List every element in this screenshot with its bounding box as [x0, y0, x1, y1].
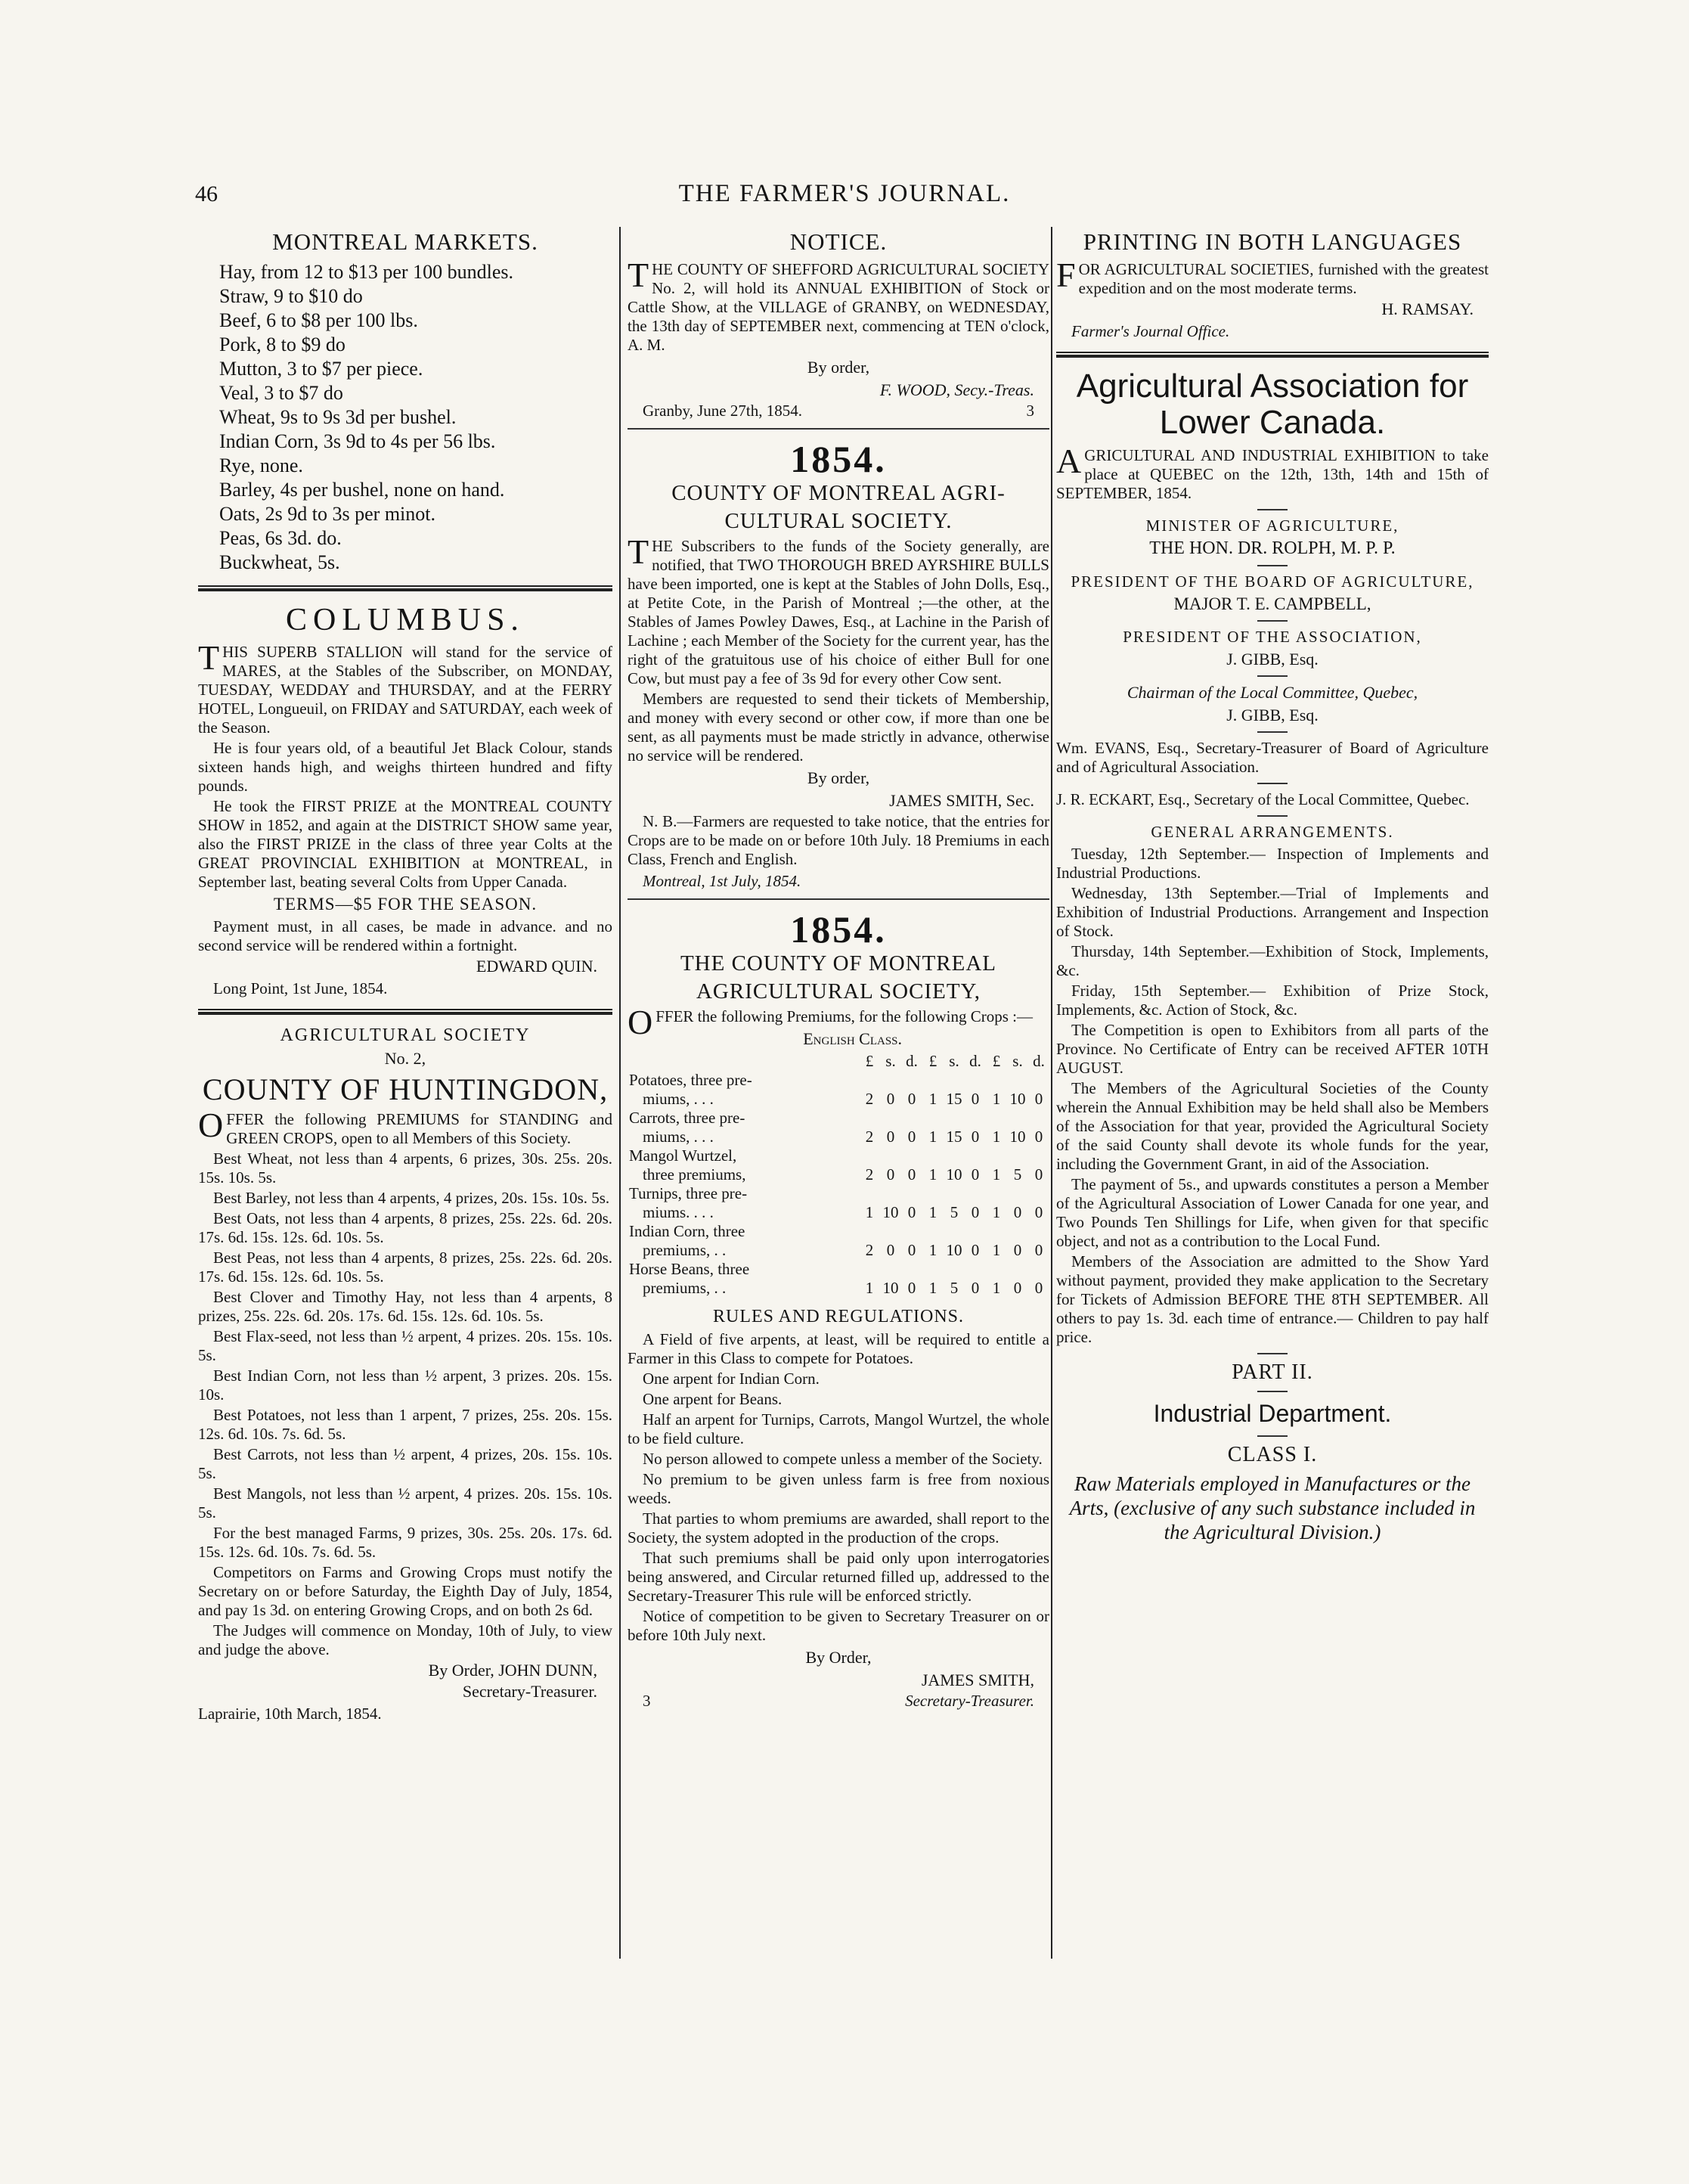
- bulls-paragraph: THE Subscribers to the funds of the Society generally, are notified, that TWO THOROUGH BRED AYRSHIRE BULLS have been imported, one is kept at the Stables of John Dolls, Esq., at Petite Cote, in the Parish of Montreal ;—the other, at the Stables of James Powley Dawes, Esq., at Lachine in the Parish of Lachine ; each Member of the Society for the current year, has the right of the gratuitous use of his choice of either Bull for one Cow, but must pay a fee of 3s 9d for every other Cow sent.: [628, 532, 1049, 687]
- rule-item: No person allowed to compete unless a member of the Society.: [643, 1450, 1043, 1468]
- market-price-line: Buckwheat, 5s.: [219, 551, 340, 573]
- premium-amount: 0: [907, 1241, 916, 1259]
- premiums-row-values: [628, 1203, 1049, 1222]
- premiums-table: [628, 1052, 1049, 1298]
- premium-amount: 1: [928, 1203, 937, 1221]
- column-2: [628, 227, 1049, 1711]
- premiums-row-values: [628, 1165, 1049, 1184]
- short-divider: [1257, 815, 1288, 817]
- market-price-line: Peas, 6s 3d. do.: [219, 527, 342, 549]
- premium-amount: 1: [928, 1165, 937, 1184]
- premium-amount: 1: [992, 1203, 1001, 1221]
- short-divider: [1257, 1391, 1288, 1392]
- premiums-currency-header: £: [928, 1052, 937, 1070]
- class-heading: CLASS I.: [1227, 1442, 1318, 1466]
- short-divider: [1257, 620, 1288, 622]
- huntingdon-premium-item: Best Barley, not less than 4 arpents, 4 prizes, 20s. 15s. 10s. 5s.: [213, 1189, 610, 1207]
- columbus-paragraph: THIS SUPERB STALLION will stand for the service of MARES, at the Stables of the Subscriber, on MONDAY, TUESDAY, WEDDAY and THURSDAY, and at the FERRY HOTEL, Longueuil, on FRIDAY and SATURDAY, each week of the Season.: [198, 638, 612, 737]
- premium-amount: 2: [865, 1090, 874, 1108]
- premium-amount: 10: [946, 1241, 962, 1259]
- huntingdon-premium-item: Best Clover and Timothy Hay, not less than 4 arpents, 8 prizes, 25s. 22s. 6d. 20s. 17s. 6d. 15s. 12s. 6d. 10s. 5s.: [198, 1288, 612, 1325]
- premiums-table-header-blank: [628, 1052, 859, 1071]
- arrangement-item: Thursday, 14th September.—Exhibition of Stock, Implements, &c.: [1056, 942, 1489, 979]
- huntingdon-premium-item: Best Mangols, not less than ½ arpent, 4 prizes. 20s. 15s. 10s. 5s.: [198, 1484, 612, 1522]
- minister-name: THE HON. DR. ROLPH, M. P. P.: [1149, 538, 1396, 558]
- columbus-dateline: Long Point, 1st June, 1854.: [213, 979, 388, 997]
- premiums-row: [628, 1109, 1049, 1128]
- premium-amount: 1: [928, 1090, 937, 1108]
- president-association-label: PRESIDENT OF THE ASSOCIATION,: [1123, 627, 1422, 646]
- premiums-heading: THE COUNTY OF MONTREAL: [680, 951, 997, 976]
- association-paragraph: The Members of the Agricultural Societies of the County wherein the Annual Exhibition may be held shall also be Members of the Association for that year, provided the Agricultural Society of the said County shall devote its whole funds for the year, including the Government Grant, in aid of the Association.: [1056, 1078, 1489, 1173]
- premium-amount: 0: [1013, 1203, 1022, 1221]
- bulls-dateline: Montreal, 1st July, 1854.: [643, 872, 801, 890]
- premium-amount: 1: [992, 1241, 1001, 1259]
- premiums-row: [628, 1260, 1049, 1279]
- huntingdon-premium-item: Best Flax-seed, not less than ½ arpent, 4 prizes. 20s. 15s. 10s. 5s.: [198, 1327, 612, 1364]
- market-price-line: Barley, 4s per bushel, none on hand.: [219, 479, 505, 501]
- premium-amount: 15: [946, 1090, 962, 1108]
- notice-dateline-row: [628, 402, 1049, 420]
- premiums-row: [628, 1222, 1049, 1241]
- premium-amount: 2: [865, 1128, 874, 1146]
- market-price-line: Oats, 2s 9d to 3s per minot.: [219, 503, 435, 525]
- premiums-crop-name: Turnips, three pre-: [629, 1184, 748, 1202]
- short-divider: [1257, 1353, 1288, 1354]
- premium-amount: 0: [886, 1165, 895, 1184]
- premium-amount: 0: [1034, 1165, 1043, 1184]
- market-price-line: Indian Corn, 3s 9d to 4s per 56 lbs.: [219, 430, 496, 452]
- premiums-crop-name: Carrots, three pre-: [629, 1109, 745, 1127]
- premiums-currency-header: £: [865, 1052, 874, 1070]
- columbus-signature: EDWARD QUIN.: [476, 957, 597, 976]
- association-intro: AGRICULTURAL AND INDUSTRIAL EXHIBITION to take place at QUEBEC on the 12th, 13th, 14th and 15th of SEPTEMBER, 1854.: [1056, 441, 1489, 502]
- eckart-entry: J. R. ECKART, Esq., Secretary of the Local Committee, Quebec.: [1056, 790, 1470, 808]
- premium-amount: 1: [928, 1128, 937, 1146]
- market-price-line: Pork, 8 to $9 do: [219, 333, 346, 355]
- short-divider: [1257, 783, 1288, 784]
- notice-by-order: By order,: [807, 358, 870, 377]
- huntingdon-premium-item: For the best managed Farms, 9 prizes, 30s. 25s. 20s. 17s. 6d. 15s. 12s. 6d. 10s. 7s. 6d. 5s.: [198, 1524, 612, 1561]
- premium-amount: 1: [928, 1241, 937, 1259]
- association-heading: Agricultural Association for Lower Canada.: [1076, 368, 1469, 442]
- premium-amount: 0: [971, 1128, 980, 1146]
- premium-amount: 10: [882, 1279, 899, 1297]
- premiums-row: [628, 1146, 1049, 1165]
- bulls-heading-line2: CULTURAL SOCIETY.: [724, 509, 953, 533]
- market-price-line: Beef, 6 to $8 per 100 lbs.: [219, 309, 418, 331]
- market-price-line: Straw, 9 to $10 do: [219, 285, 363, 307]
- evans-entry: Wm. EVANS, Esq., Secretary-Treasurer of Board of Agriculture and of Agricultural Association.: [1056, 738, 1489, 776]
- chairman-name: J. GIBB, Esq.: [1226, 705, 1319, 724]
- premiums-office: Secretary-Treasurer.: [905, 1692, 1034, 1710]
- huntingdon-intro: OFFER the following PREMIUMS for STANDING and GREEN CROPS, open to all Members of this Society.: [198, 1106, 612, 1147]
- premiums-currency-header: d.: [906, 1052, 918, 1070]
- premium-amount: 2: [865, 1241, 874, 1259]
- notice-mark: 3: [1026, 402, 1034, 420]
- premium-amount: 0: [1034, 1090, 1043, 1108]
- premiums-row-values: [628, 1241, 1049, 1260]
- market-price-line: Rye, none.: [219, 454, 303, 476]
- premium-amount: 2: [865, 1165, 874, 1184]
- premium-amount: 0: [971, 1241, 980, 1259]
- rule-item: No premium to be given unless farm is free from noxious weeds.: [628, 1470, 1049, 1507]
- page-number: 46: [195, 181, 218, 206]
- premium-amount: 0: [907, 1090, 916, 1108]
- premiums-row: [628, 1184, 1049, 1203]
- market-price-line: Wheat, 9s to 9s 3d per bushel.: [219, 406, 457, 428]
- section-divider: [198, 585, 612, 591]
- premium-amount: 1: [865, 1279, 874, 1297]
- part-heading: PART II.: [1232, 1360, 1313, 1384]
- notice-body: THE COUNTY OF SHEFFORD AGRICULTURAL SOCIETY No. 2, will hold its ANNUAL EXHIBITION of Stock or Cattle Show, at the VILLAGE of GRANBY, on WEDNESDAY, the 13th day of SEPTEMBER next, commencing at TEN o'clock, A. M.: [628, 256, 1049, 354]
- notice-dateline: Granby, June 27th, 1854.: [643, 402, 802, 420]
- premium-amount: 0: [1013, 1241, 1022, 1259]
- premium-amount: 5: [950, 1279, 959, 1297]
- notice-heading: NOTICE.: [789, 228, 888, 255]
- arrangements-list: [1056, 845, 1489, 1019]
- short-divider: [1257, 509, 1288, 510]
- premiums-currency-header: s.: [1012, 1052, 1023, 1070]
- premiums-currency-header: d.: [1033, 1052, 1045, 1070]
- premiums-intro: OFFER the following Premiums, for the following Crops :—: [628, 1003, 1033, 1041]
- premiums-table-header: [628, 1052, 1049, 1071]
- huntingdon-heading: COUNTY OF HUNTINGDON,: [202, 1072, 609, 1106]
- huntingdon-premium-item: Best Peas, not less than 4 arpents, 8 prizes, 25s. 22s. 6d. 20s. 17s. 6d. 15s. 12s. 6d. 10s. 5s.: [198, 1249, 612, 1286]
- premium-amount: 1: [928, 1279, 937, 1297]
- huntingdon-office: Secretary-Treasurer.: [462, 1682, 597, 1701]
- premium-amount: 0: [971, 1279, 980, 1297]
- column-rule-left: [619, 227, 621, 1959]
- president-board-name: MAJOR T. E. CAMPBELL,: [1173, 594, 1371, 613]
- section-divider: [198, 1009, 612, 1015]
- department-heading: Industrial Department.: [1153, 1399, 1392, 1427]
- section-divider: [628, 428, 1049, 430]
- markets-list: [198, 260, 612, 575]
- association-paragraph: The payment of 5s., and upwards constitutes a person a Member of the Agricultural Association of Lower Canada for one year, and Two Pounds Ten Shillings for Life, when given for that specific object, and not as a contribution to the Local Fund.: [1056, 1174, 1489, 1250]
- bulls-by-order: By order,: [807, 768, 870, 787]
- premium-amount: 0: [907, 1203, 916, 1221]
- rule-item: A Field of five arpents, at least, will be required to entitle a Farmer in this Class to compete for Potatoes.: [628, 1330, 1049, 1367]
- premium-amount: 0: [1034, 1279, 1043, 1297]
- premiums-row-values: [628, 1128, 1049, 1146]
- markets-heading: MONTREAL MARKETS.: [272, 228, 538, 255]
- premium-amount: 0: [907, 1279, 916, 1297]
- chairman-label: Chairman of the Local Committee, Quebec,: [1127, 682, 1418, 702]
- premiums-crop-name: Potatoes, three pre-: [629, 1071, 752, 1089]
- section-divider: [628, 898, 1049, 900]
- huntingdon-premium-item: Best Potatoes, not less than 1 arpent, 7 prizes, 25s. 20s. 15s. 12s. 6d. 10s. 7s. 6d. 5s.: [198, 1406, 612, 1443]
- premium-amount: 5: [950, 1203, 959, 1221]
- premiums-by-order: By Order,: [805, 1648, 872, 1667]
- bulls-year: 1854.: [790, 438, 887, 480]
- bulls-paragraph: Members are requested to send their tickets of Membership, and money with every second or other cow, if more than one be sent, as all payments must be made strictly in advance, otherwise no service will be rendered.: [628, 690, 1049, 765]
- huntingdon-paragraph: Competitors on Farms and Growing Crops must notify the Secretary on or before Saturday, the Eighth Day of July, 1854, and pay 1s 3d. on entering Growing Crops, and on both 2s 6d.: [198, 1563, 612, 1619]
- premiums-heading-line2: AGRICULTURAL SOCIETY,: [696, 979, 981, 1004]
- huntingdon-number: No. 2,: [384, 1049, 426, 1068]
- running-title: THE FARMER'S JOURNAL.: [678, 180, 1011, 207]
- column-3: [1056, 227, 1489, 1544]
- rule-item: Half an arpent for Turnips, Carrots, Mangol Wurtzel, the whole to be field culture.: [628, 1410, 1049, 1447]
- premiums-crop-name-cont: miums, . . .: [643, 1090, 714, 1108]
- huntingdon-premium-item: Best Carrots, not less than ½ arpent, 4 prizes, 20s. 15s. 10s. 5s.: [198, 1445, 612, 1482]
- rules-heading: RULES AND REGULATIONS.: [712, 1307, 964, 1326]
- premiums-crop-name-cont: premiums, . .: [643, 1241, 727, 1259]
- huntingdon-premium-item: Best Indian Corn, not less than ½ arpent, 3 prizes. 20s. 15s. 10s.: [198, 1367, 612, 1404]
- premiums-row: [628, 1071, 1049, 1090]
- premium-amount: 10: [946, 1165, 962, 1184]
- bulls-signature: JAMES SMITH, Sec.: [889, 791, 1034, 810]
- premiums-class-name: English Class.: [803, 1029, 903, 1048]
- premium-amount: 0: [886, 1241, 895, 1259]
- premiums-currency-header: s.: [949, 1052, 959, 1070]
- association-paragraph: The Competition is open to Exhibitors from all parts of the Province. No Certificate of Entry can be received AFTER 10TH AUGUST.: [1056, 1020, 1489, 1077]
- huntingdon-paragraph: The Judges will commence on Monday, 10th of July, to view and judge the above.: [198, 1621, 612, 1658]
- huntingdon-dateline: Laprairie, 10th March, 1854.: [198, 1705, 382, 1723]
- premiums-currency-header: d.: [969, 1052, 981, 1070]
- premium-amount: 10: [1009, 1090, 1026, 1108]
- premium-amount: 0: [886, 1128, 895, 1146]
- minister-label: MINISTER OF AGRICULTURE,: [1145, 516, 1399, 535]
- short-divider: [1257, 565, 1288, 566]
- association-paragraph: Members of the Association are admitted to the Show Yard without payment, provided they make application to the Secretary for Tickets of Admission BEFORE THE 8TH SEPTEMBER. All others to pay 1s. 3d. each time of entrance.— Children to pay half price.: [1056, 1252, 1489, 1346]
- market-price-line: Hay, from 12 to $13 per 100 bundles.: [219, 261, 513, 283]
- bulls-paragraph: N. B.—Farmers are requested to take notice, that the entries for Crops are to be made on or before 10th July. 18 Premiums in each Class, French and English.: [628, 812, 1049, 868]
- premiums-office-row: [628, 1692, 1049, 1711]
- huntingdon-kicker: AGRICULTURAL SOCIETY: [280, 1025, 531, 1045]
- bulls-heading: COUNTY OF MONTREAL AGRI-: [671, 481, 1006, 505]
- premiums-row-values: [628, 1090, 1049, 1109]
- premium-amount: 10: [882, 1203, 899, 1221]
- premiums-crop-name-cont: miums, . . .: [643, 1128, 714, 1146]
- premium-amount: 15: [946, 1128, 962, 1146]
- huntingdon-premium-list: [198, 1149, 612, 1562]
- huntingdon-premium-item: Best Oats, not less than 4 arpents, 8 prizes, 25s. 22s. 6d. 20s. 17s. 6d. 15s. 12s. 6d. 10s. 5s.: [198, 1209, 612, 1246]
- column-1: [198, 227, 612, 1726]
- premium-amount: 0: [971, 1090, 980, 1108]
- premiums-crop-name: Mangol Wurtzel,: [629, 1146, 737, 1165]
- columbus-paragraph: He took the FIRST PRIZE at the MONTREAL COUNTY SHOW in 1852, and again at the DISTRICT SHOW same year, also the FIRST PRIZE in the class of three year Colts at the GREAT PROVINCIAL EXHIBITION at MONTREAL, in September last, beating several Colts from Upper Canada.: [198, 797, 612, 891]
- premiums-crop-name: Indian Corn, three: [629, 1222, 745, 1240]
- premiums-crop-name-cont: three premiums,: [643, 1165, 746, 1184]
- premium-amount: 1: [865, 1203, 874, 1221]
- premium-amount: 10: [1009, 1128, 1026, 1146]
- premiums-signature: JAMES SMITH,: [921, 1671, 1034, 1689]
- columbus-heading: COLUMBUS.: [286, 603, 525, 638]
- premiums-mark: 3: [643, 1692, 651, 1710]
- rule-item: One arpent for Beans.: [643, 1390, 783, 1408]
- rules-list: [628, 1330, 1049, 1645]
- premium-amount: 0: [971, 1203, 980, 1221]
- premium-amount: 5: [1013, 1165, 1022, 1184]
- short-divider: [1257, 1435, 1288, 1437]
- rule-item: That such premiums shall be paid only upon interrogatories being answered, and Circular returned filled up, addressed to the Secretary-Treasurer This rule will be enforced strictly.: [628, 1549, 1049, 1605]
- columbus-paragraph: Payment must, in all cases, be made in advance. and no second service will be rendered within a fortnight.: [198, 917, 612, 954]
- premiums-currency-header: s.: [885, 1052, 896, 1070]
- premium-amount: 0: [1034, 1203, 1043, 1221]
- premiums-crop-name-cont: miums. . . .: [643, 1203, 714, 1221]
- printing-heading: PRINTING IN BOTH LANGUAGES: [1083, 228, 1462, 255]
- premium-amount: 1: [992, 1090, 1001, 1108]
- section-divider: [1056, 352, 1489, 358]
- premium-amount: 0: [907, 1165, 916, 1184]
- arrangement-item: Tuesday, 12th September.— Inspection of Implements and Industrial Productions.: [1056, 844, 1489, 882]
- rule-item: Notice of competition to be given to Secretary Treasurer on or before 10th July next.: [628, 1607, 1049, 1644]
- president-board-label: PRESIDENT OF THE BOARD OF AGRICULTURE,: [1071, 572, 1474, 591]
- premium-amount: 0: [1013, 1279, 1022, 1297]
- premiums-crop-name-cont: premiums, . .: [643, 1279, 727, 1297]
- columbus-paragraph: He is four years old, of a beautiful Jet Black Colour, stands sixteen hands high, and weighs thirteen hundred and fifty pounds.: [198, 739, 612, 795]
- printing-signature: H. RAMSAY.: [1381, 299, 1474, 318]
- arrangement-item: Wednesday, 13th September.—Trial of Implements and Exhibition of Industrial Productions. Arrangement and Inspection of Stock.: [1056, 883, 1489, 940]
- premiums-year: 1854.: [790, 908, 887, 951]
- premium-amount: 0: [971, 1165, 980, 1184]
- premium-amount: 0: [886, 1090, 895, 1108]
- rule-item: One arpent for Indian Corn.: [643, 1370, 820, 1388]
- market-price-line: Mutton, 3 to $7 per piece.: [219, 358, 423, 380]
- premium-amount: 1: [992, 1165, 1001, 1184]
- premium-amount: 0: [1034, 1128, 1043, 1146]
- short-divider: [1257, 675, 1288, 677]
- short-divider: [1257, 731, 1288, 733]
- premiums-currency-header: £: [992, 1052, 1001, 1070]
- premium-amount: 0: [1034, 1241, 1043, 1259]
- columbus-terms: TERMS—$5 FOR THE SEASON.: [273, 895, 538, 914]
- printing-body: FOR AGRICULTURAL SOCIETIES, furnished with the greatest expedition and on the most moderate terms.: [1056, 256, 1489, 297]
- notice-signature: F. WOOD, Secy.-Treas.: [879, 380, 1034, 399]
- huntingdon-by-order: By Order, JOHN DUNN,: [428, 1661, 597, 1680]
- column-rule-right: [1051, 227, 1052, 1959]
- class-description: Raw Materials employed in Manufactures or the Arts, (exclusive of any such substance included in the Agricultural Division.): [1069, 1472, 1476, 1543]
- huntingdon-premium-item: Best Wheat, not less than 4 arpents, 6 prizes, 30s. 25s. 20s. 15s. 10s. 5s.: [198, 1149, 612, 1187]
- market-price-line: Veal, 3 to $7 do: [219, 382, 343, 404]
- premium-amount: 1: [992, 1128, 1001, 1146]
- arrangement-item: Friday, 15th September.— Exhibition of Prize Stock, Implements, &c. Action of Stock, &c.: [1056, 981, 1489, 1019]
- printing-office: Farmer's Journal Office.: [1071, 322, 1230, 340]
- arrangements-heading: GENERAL ARRANGEMENTS.: [1151, 822, 1394, 841]
- premium-amount: 0: [907, 1128, 916, 1146]
- president-association-name: J. GIBB, Esq.: [1226, 649, 1319, 669]
- premium-amount: 1: [992, 1279, 1001, 1297]
- premiums-row-values: [628, 1279, 1049, 1298]
- premiums-crop-name: Horse Beans, three: [629, 1260, 750, 1278]
- rule-item: That parties to whom premiums are awarded, shall report to the Society, the system adopted in the production of the crops.: [628, 1509, 1049, 1546]
